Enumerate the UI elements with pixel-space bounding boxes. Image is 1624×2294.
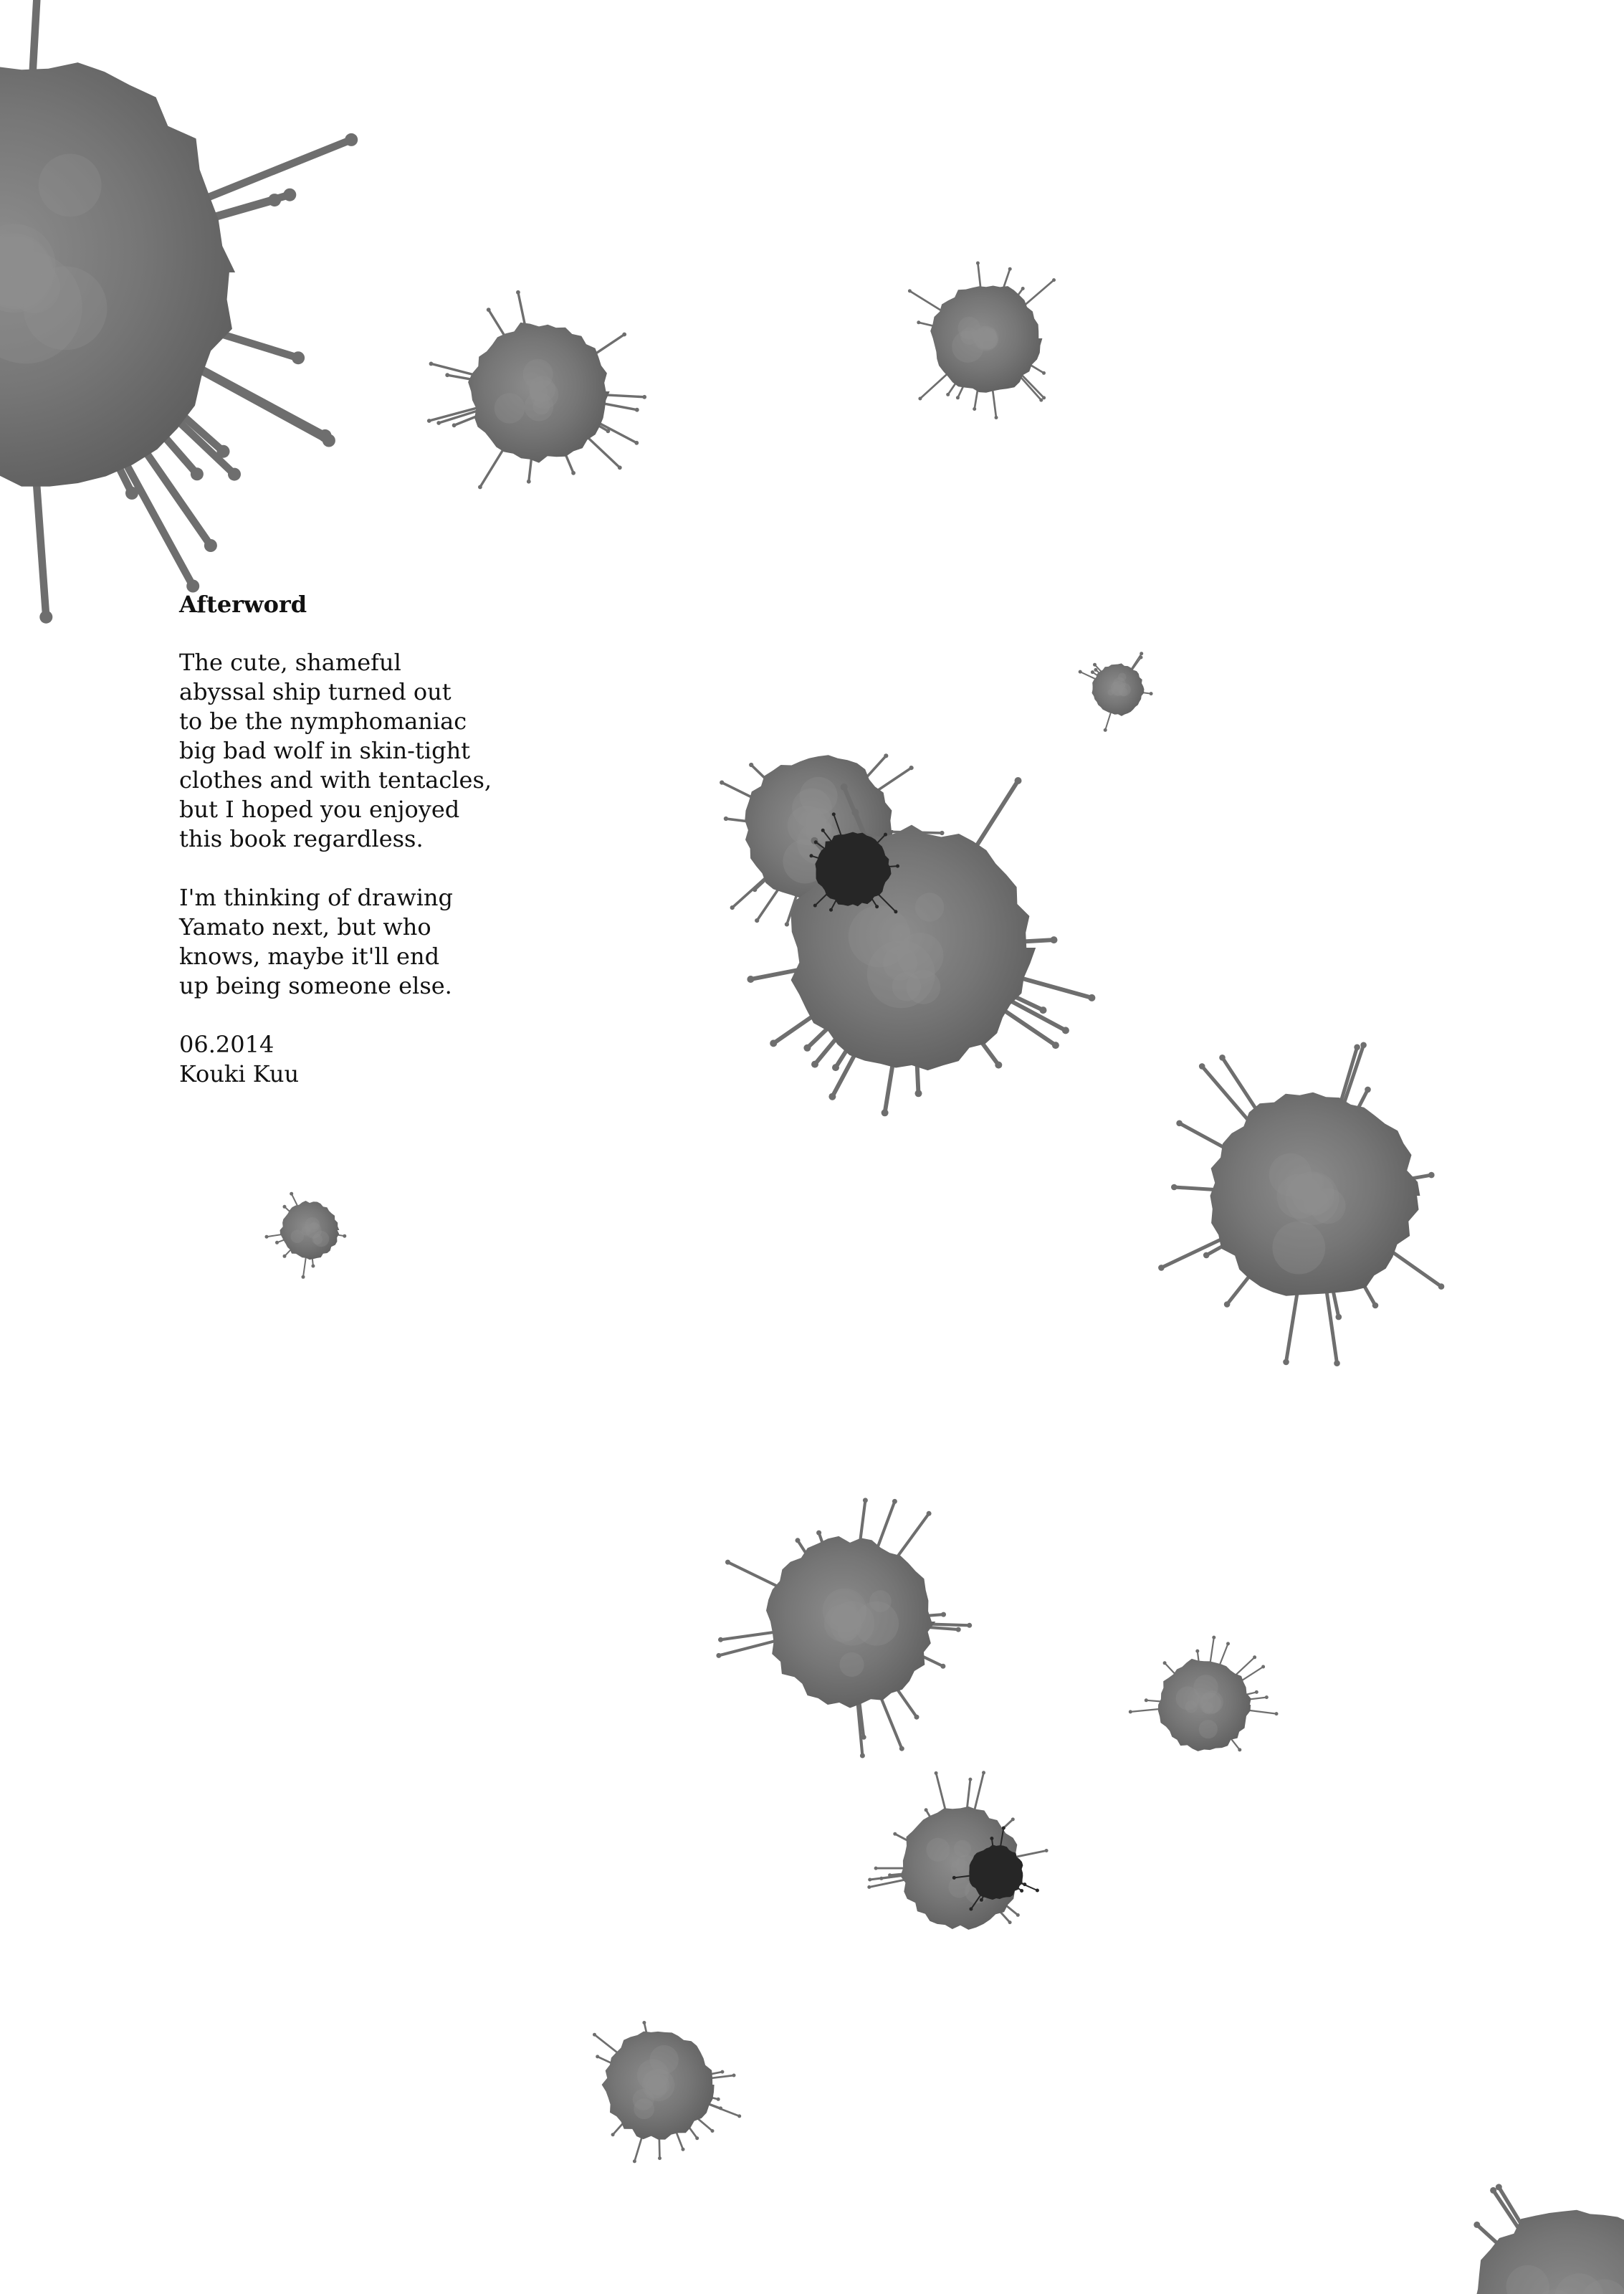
ink-droplet bbox=[635, 408, 639, 412]
ink-blot-texture bbox=[1118, 673, 1127, 682]
ink-droplet bbox=[1365, 1087, 1371, 1093]
ink-droplet bbox=[1171, 1184, 1178, 1191]
ink-droplet bbox=[896, 865, 899, 868]
ink-droplet bbox=[803, 1044, 811, 1052]
ink-droplet bbox=[711, 2129, 715, 2133]
ink-droplet bbox=[927, 1511, 932, 1516]
ink-blot-texture bbox=[823, 1589, 866, 1632]
ink-spike bbox=[728, 1562, 783, 1589]
ink-droplet bbox=[634, 441, 639, 445]
ink-droplet bbox=[283, 1255, 287, 1258]
ink-spike bbox=[1021, 373, 1044, 398]
ink-droplet bbox=[1020, 1889, 1023, 1893]
ink-droplet bbox=[1219, 1055, 1226, 1061]
ink-droplet bbox=[343, 1234, 346, 1238]
ink-droplet bbox=[814, 840, 818, 844]
ink-droplet bbox=[811, 1061, 818, 1068]
ink-blot-texture bbox=[897, 933, 943, 979]
ink-droplet bbox=[1079, 670, 1082, 674]
ink-droplet bbox=[941, 1612, 946, 1617]
ink-spike bbox=[721, 1632, 776, 1640]
afterword-paragraph-2 bbox=[179, 883, 552, 1001]
ink-blot-texture bbox=[983, 328, 996, 341]
ink-spike bbox=[894, 1513, 930, 1561]
date-text: 06.2014 bbox=[179, 1031, 274, 1058]
ink-spike bbox=[584, 434, 620, 467]
ink-droplet bbox=[1011, 1817, 1015, 1821]
ink-droplet bbox=[204, 539, 217, 552]
ink-blot-texture bbox=[634, 2098, 654, 2119]
ink-droplet bbox=[813, 904, 817, 908]
ink-droplet bbox=[311, 1265, 315, 1268]
ink-droplet bbox=[1275, 1712, 1279, 1715]
text-line: up being someone else. bbox=[179, 972, 452, 999]
ink-spike bbox=[1210, 1637, 1213, 1664]
ink-droplet bbox=[1140, 652, 1143, 655]
ink-droplet bbox=[478, 485, 482, 490]
ink-spike bbox=[978, 263, 980, 290]
ink-droplet bbox=[874, 1867, 878, 1870]
ink-droplet bbox=[935, 1771, 938, 1775]
ink-droplet bbox=[893, 1832, 897, 1836]
ink-droplet bbox=[1372, 1303, 1379, 1309]
ink-spike bbox=[1165, 1663, 1175, 1675]
ink-blot-texture bbox=[1272, 1222, 1325, 1275]
ink-droplet bbox=[732, 2074, 736, 2078]
ink-droplet bbox=[429, 362, 434, 366]
ink-spike bbox=[32, 0, 39, 79]
ink-droplet bbox=[1062, 1027, 1069, 1034]
ink-droplet bbox=[973, 407, 976, 411]
ink-droplet bbox=[749, 763, 753, 767]
ink-droplet bbox=[717, 2098, 720, 2101]
ink-droplet bbox=[1212, 1636, 1215, 1639]
ink-blot-texture bbox=[892, 972, 922, 1001]
ink-spike bbox=[920, 371, 950, 399]
ink-spike bbox=[757, 885, 780, 920]
ink-blot-texture bbox=[1202, 1702, 1214, 1714]
ink-spike bbox=[1219, 1644, 1228, 1667]
ink-spike bbox=[1389, 1250, 1441, 1287]
ink-droplet bbox=[868, 1878, 871, 1882]
ink-droplet bbox=[445, 373, 449, 377]
ink-droplet bbox=[1283, 1359, 1289, 1366]
ink-blot-texture bbox=[642, 2069, 674, 2101]
ink-spike bbox=[719, 1640, 778, 1655]
ink-droplet bbox=[1176, 1120, 1183, 1127]
ink-droplet bbox=[755, 918, 759, 923]
ink-droplet bbox=[1238, 1748, 1241, 1751]
ink-droplet bbox=[828, 1093, 836, 1100]
ink-spike bbox=[191, 366, 329, 441]
ink-spike bbox=[292, 1194, 298, 1207]
ink-spike bbox=[1019, 375, 1041, 400]
ink-droplet bbox=[829, 908, 833, 912]
ink-blot-texture bbox=[952, 330, 984, 363]
ink-blot-texture bbox=[954, 1840, 971, 1857]
ink-droplet bbox=[892, 1499, 897, 1504]
ink-droplet bbox=[1042, 371, 1046, 375]
ink-droplet bbox=[719, 2106, 722, 2110]
ink-spike bbox=[1023, 280, 1054, 307]
ink-droplet bbox=[990, 1837, 993, 1840]
ink-droplet bbox=[917, 320, 920, 324]
ink-droplet bbox=[720, 781, 724, 785]
ink-droplet bbox=[995, 1062, 1002, 1069]
ink-droplet bbox=[718, 1637, 723, 1642]
ink-droplet bbox=[1473, 2222, 1480, 2228]
ink-droplet bbox=[982, 1771, 985, 1774]
ink-spike bbox=[1342, 1045, 1363, 1108]
ink-spike bbox=[595, 2034, 620, 2054]
ink-droplet bbox=[642, 395, 646, 399]
ink-droplet bbox=[1140, 656, 1143, 660]
ink-droplet bbox=[720, 2070, 724, 2074]
ink-droplet bbox=[1199, 1063, 1205, 1070]
ink-droplet bbox=[1052, 278, 1056, 282]
ink-droplet bbox=[622, 333, 626, 337]
ink-droplet bbox=[821, 829, 825, 832]
ink-droplet bbox=[695, 2136, 699, 2140]
ink-blot-texture bbox=[532, 397, 550, 414]
ink-droplet bbox=[1002, 1827, 1006, 1830]
ink-droplet bbox=[191, 467, 204, 480]
ink-spike bbox=[1105, 712, 1111, 730]
ink-blot-texture bbox=[926, 1838, 950, 1862]
ink-spike bbox=[1132, 657, 1141, 671]
ink-droplet bbox=[1195, 1650, 1199, 1653]
ink-blot-texture bbox=[1199, 1720, 1218, 1738]
ink-blot-texture bbox=[495, 393, 525, 424]
ink-droplet bbox=[1150, 692, 1153, 695]
ink-droplet bbox=[841, 784, 848, 791]
ink-droplet bbox=[1354, 1044, 1360, 1051]
ink-droplet bbox=[995, 416, 998, 419]
ink-blot-texture bbox=[869, 1590, 892, 1612]
afterword-paragraph-1 bbox=[179, 648, 552, 854]
text-line: knows, maybe it'll end bbox=[179, 943, 440, 970]
ink-droplet bbox=[785, 922, 789, 926]
ink-spike bbox=[1007, 999, 1066, 1031]
ink-droplet bbox=[875, 905, 879, 908]
ink-droplet bbox=[345, 133, 358, 146]
ink-droplet bbox=[1490, 2187, 1496, 2194]
ink-spike bbox=[1013, 1851, 1046, 1857]
ink-droplet bbox=[228, 468, 241, 481]
ink-spike bbox=[1286, 1288, 1299, 1362]
ink-droplet bbox=[265, 1235, 269, 1239]
ink-droplet bbox=[894, 910, 897, 913]
ink-droplet bbox=[832, 812, 836, 816]
ink-droplet bbox=[1051, 936, 1058, 943]
ink-droplet bbox=[283, 1205, 287, 1209]
ink-droplet bbox=[1052, 1042, 1059, 1049]
ink-droplet bbox=[1104, 728, 1107, 732]
ink-droplet bbox=[725, 1560, 730, 1565]
text-line: to be the nymphomaniac bbox=[179, 708, 467, 735]
ink-spike bbox=[732, 875, 769, 908]
author-name: Kouki Kuu bbox=[179, 1060, 300, 1087]
ink-droplet bbox=[832, 1064, 839, 1071]
ink-droplet bbox=[909, 766, 914, 770]
ink-droplet bbox=[918, 397, 922, 401]
ink-droplet bbox=[882, 1109, 889, 1116]
ink-droplet bbox=[1145, 1698, 1148, 1702]
ink-droplet bbox=[810, 854, 813, 857]
ink-droplet bbox=[39, 611, 52, 624]
ink-droplet bbox=[915, 1090, 922, 1097]
ink-droplet bbox=[884, 833, 887, 837]
text-line: but I hoped you enjoyed bbox=[179, 796, 460, 823]
ink-droplet bbox=[1261, 1665, 1265, 1669]
ink-droplet bbox=[969, 1908, 973, 1911]
ink-blot-texture bbox=[1185, 1700, 1198, 1713]
ink-spike bbox=[207, 195, 290, 219]
ink-droplet bbox=[1253, 1655, 1256, 1659]
ink-droplet bbox=[1093, 663, 1097, 667]
ink-droplet bbox=[323, 434, 335, 447]
ink-droplet bbox=[1094, 668, 1097, 672]
ink-droplet bbox=[618, 465, 622, 470]
ink-droplet bbox=[290, 1192, 293, 1196]
ink-spike bbox=[1016, 977, 1092, 998]
ink-blot-texture bbox=[800, 777, 838, 815]
afterword-title: Afterword bbox=[179, 591, 307, 618]
ink-droplet bbox=[753, 887, 757, 892]
ink-droplet bbox=[302, 1275, 305, 1279]
ink-droplet bbox=[747, 976, 754, 983]
ink-droplet bbox=[658, 2156, 661, 2160]
text-line: this book regardless. bbox=[179, 825, 424, 852]
ink-droplet bbox=[596, 2055, 599, 2058]
ink-spike bbox=[876, 1501, 894, 1551]
text-line: Yamato next, but who bbox=[179, 913, 431, 941]
ink-droplet bbox=[571, 471, 575, 475]
ink-droplet bbox=[899, 1746, 904, 1751]
ink-droplet bbox=[925, 1808, 928, 1812]
ink-droplet bbox=[611, 2133, 615, 2136]
ink-droplet bbox=[292, 351, 305, 364]
ink-droplet bbox=[436, 421, 441, 425]
ink-droplet bbox=[860, 1753, 865, 1758]
ink-droplet bbox=[716, 1653, 721, 1658]
ink-droplet bbox=[1336, 1314, 1342, 1320]
ink-droplet bbox=[593, 2033, 596, 2037]
ink-blot-texture bbox=[291, 1230, 304, 1243]
ink-droplet bbox=[633, 2159, 636, 2163]
ink-droplet bbox=[1265, 1695, 1269, 1699]
ink-droplet bbox=[516, 290, 520, 295]
ink-droplet bbox=[1042, 396, 1046, 399]
ink-blot-texture bbox=[915, 893, 944, 921]
ink-droplet bbox=[1428, 1172, 1435, 1179]
ink-droplet bbox=[1008, 1921, 1012, 1924]
ink-droplet bbox=[884, 753, 888, 758]
ink-droplet bbox=[770, 1039, 777, 1047]
ink-droplet bbox=[940, 831, 944, 835]
ink-droplet bbox=[914, 1715, 920, 1720]
ink-droplet bbox=[1226, 1642, 1230, 1645]
ink-droplet bbox=[968, 1778, 972, 1781]
ink-droplet bbox=[980, 1898, 983, 1902]
ink-blot-texture bbox=[24, 267, 108, 351]
text-line: big bad wolf in skin-tight bbox=[179, 737, 471, 764]
ink-spike bbox=[303, 1256, 306, 1277]
ink-droplet bbox=[976, 262, 980, 265]
ink-droplet bbox=[642, 2021, 646, 2024]
ink-droplet bbox=[527, 480, 531, 484]
ink-droplet bbox=[796, 1538, 801, 1543]
ink-spike bbox=[35, 465, 46, 617]
signature-block bbox=[179, 1030, 552, 1089]
ink-droplet bbox=[452, 423, 457, 427]
ink-spike bbox=[201, 140, 352, 200]
ink-droplet bbox=[1496, 2184, 1502, 2190]
ink-droplet bbox=[908, 289, 912, 292]
ink-droplet bbox=[851, 809, 859, 816]
ink-spike bbox=[1161, 1236, 1229, 1268]
ink-spike bbox=[874, 768, 912, 793]
ink-droplet bbox=[1255, 1690, 1258, 1694]
ink-droplet bbox=[283, 189, 296, 201]
ink-spike bbox=[1001, 1009, 1056, 1045]
ink-droplet bbox=[1045, 1849, 1049, 1852]
ink-spike bbox=[869, 1879, 907, 1887]
ink-droplet bbox=[275, 1241, 279, 1244]
ink-droplet bbox=[1203, 1252, 1210, 1259]
ink-droplet bbox=[1039, 399, 1043, 402]
ink-spike bbox=[1202, 1066, 1253, 1125]
ink-blot-texture bbox=[839, 1652, 864, 1677]
ink-spike bbox=[1130, 1709, 1162, 1712]
ink-droplet bbox=[1438, 1283, 1445, 1290]
ink-droplet bbox=[1016, 1913, 1020, 1917]
ink-droplet bbox=[867, 1885, 871, 1889]
ink-droplet bbox=[427, 419, 431, 423]
ink-blot-texture bbox=[306, 1223, 322, 1239]
text-line: abyssal ship turned out bbox=[179, 678, 452, 705]
ink-droplet bbox=[682, 2148, 685, 2151]
ink-droplet bbox=[816, 1531, 821, 1536]
text-line: I'm thinking of drawing bbox=[179, 884, 454, 911]
ink-droplet bbox=[863, 1498, 868, 1503]
ink-droplet bbox=[956, 1627, 961, 1632]
ink-droplet bbox=[946, 393, 950, 396]
ink-droplet bbox=[1036, 1889, 1039, 1893]
ink-blot-texture bbox=[1111, 681, 1126, 696]
ink-blot-texture bbox=[951, 1859, 970, 1877]
ink-droplet bbox=[1040, 1006, 1047, 1014]
ink-droplet bbox=[730, 905, 735, 910]
ink-droplet bbox=[1088, 994, 1095, 1001]
ink-droplet bbox=[1224, 1301, 1231, 1308]
ink-droplet bbox=[956, 396, 960, 399]
ink-droplet bbox=[487, 308, 491, 312]
ink-droplet bbox=[1091, 670, 1094, 674]
ink-droplet bbox=[724, 817, 728, 821]
ink-droplet bbox=[952, 1876, 956, 1880]
ink-droplet bbox=[1334, 1360, 1340, 1366]
ink-droplet bbox=[1360, 1042, 1367, 1049]
ink-droplet bbox=[940, 1664, 945, 1669]
ink-blot-texture bbox=[1277, 1174, 1322, 1219]
ink-spike bbox=[909, 291, 945, 313]
ink-droplet bbox=[1008, 267, 1012, 271]
ink-droplet bbox=[737, 2114, 741, 2118]
ink-droplet bbox=[1021, 287, 1025, 290]
ink-droplet bbox=[1015, 777, 1022, 784]
afterword-text-block bbox=[179, 589, 552, 1089]
ink-spike bbox=[993, 387, 996, 418]
text-line: clothes and with tentacles, bbox=[179, 766, 492, 794]
text-line: The cute, shameful bbox=[179, 649, 401, 676]
ink-droplet bbox=[1129, 1710, 1132, 1713]
ink-droplet bbox=[606, 429, 611, 433]
ink-droplet bbox=[1158, 1265, 1165, 1271]
ink-droplet bbox=[967, 1623, 972, 1628]
ink-droplet bbox=[1163, 1661, 1167, 1665]
ink-blot-texture bbox=[39, 154, 102, 217]
